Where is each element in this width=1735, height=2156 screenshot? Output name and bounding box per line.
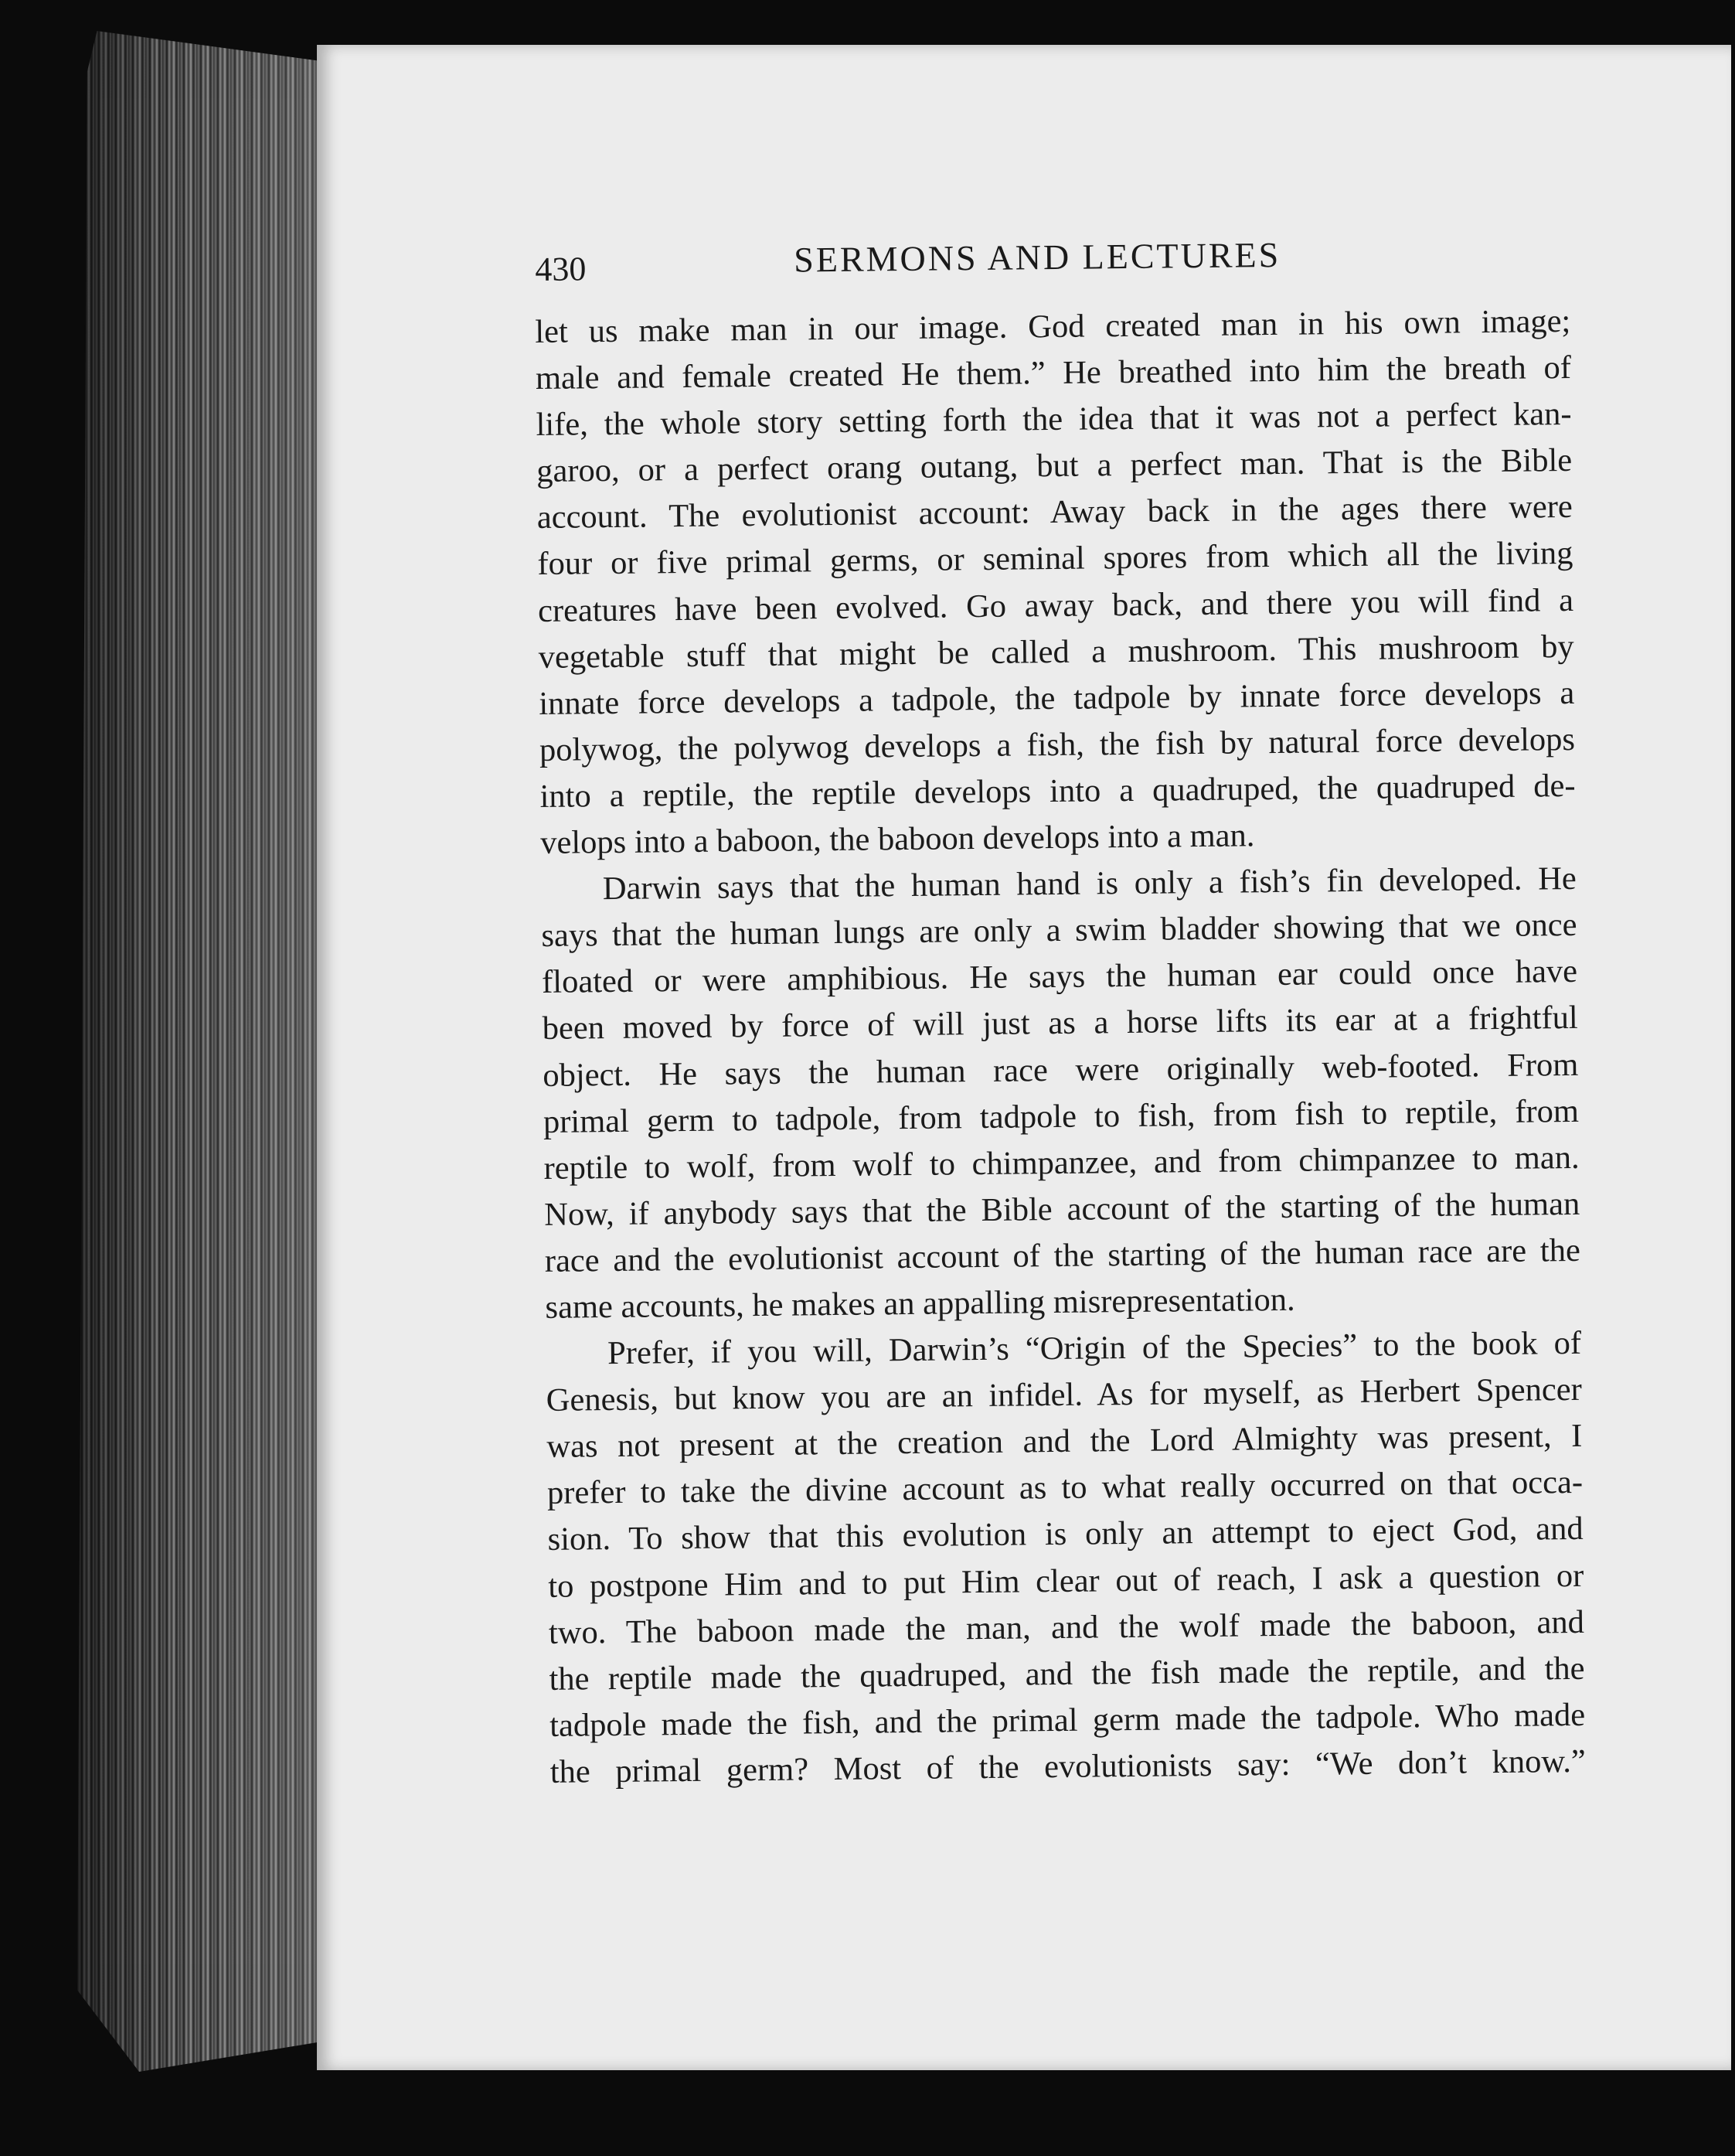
text-line: let us make man in our image. God created man in his own image; xyxy=(535,302,1571,350)
text-line: been moved by force of will just as a horse lifts its ear at a frightful xyxy=(542,1000,1578,1047)
text-line: Genesis, but know you are an infidel. As for myself, as Herbert Spencer xyxy=(546,1371,1582,1419)
text-line: Darwin says that the human hand is only a fish’s fin developed. He xyxy=(602,860,1577,908)
text-line: velops into a baboon, the baboon develops into a man. xyxy=(539,817,1255,861)
text-line: four or five primal germs, or seminal spores from which all the living xyxy=(537,535,1573,583)
text-line: the reptile made the quadruped, and the fish made the reptile, and the xyxy=(549,1650,1585,1698)
running-head xyxy=(535,234,1308,296)
text-line: into a reptile, the reptile develops into a quadruped, the quadruped de- xyxy=(539,767,1576,815)
text-line: floated or were amphibious. He says the human ear could once have xyxy=(541,953,1578,1001)
text-line: polywog, the polywog develops a fish, the fish by natural force develops xyxy=(539,720,1576,768)
text-line: innate force develops a tadpole, the tadpole by innate force develops a xyxy=(539,674,1575,722)
paragraph-2 xyxy=(541,856,1581,1331)
text-line: Prefer, if you will, Darwin’s “Origin of the Species” to the book of xyxy=(607,1324,1582,1372)
text-line: male and female created He them.” He breathed into him the breath of xyxy=(535,349,1572,397)
text-line: creatures have been evolved. Go away back, and there you will find a xyxy=(537,581,1574,629)
text-line: prefer to take the divine account as to what really occurred on that occa- xyxy=(546,1464,1584,1512)
paragraph-1 xyxy=(535,298,1576,867)
text-line: object. He says the human race were originally web-footed. From xyxy=(543,1046,1579,1094)
running-title: SERMONS AND LECTURES xyxy=(793,234,1281,280)
text-line: Now, if anybody says that the Bible account of the starting of the human xyxy=(544,1185,1580,1233)
text-line: vegetable stuff that might be called a mushroom. This mushroom by xyxy=(538,628,1574,676)
text-line: says that the human lungs are only a swim bladder showing that we once xyxy=(541,907,1577,955)
text-line: life, the whole story setting forth the idea that it was not a perfect kan- xyxy=(536,396,1572,444)
text-line: garoo, or a perfect orang outang, but a perfect man. That is the Bible xyxy=(536,442,1573,490)
paragraph-3 xyxy=(546,1320,1586,1796)
text-line: account. The evolutionist account: Away back in the ages there were xyxy=(536,489,1573,536)
text-line: same accounts, he makes an appalling misrepresentation. xyxy=(545,1281,1295,1326)
page-number: 430 xyxy=(535,250,587,288)
text-line: reptile to wolf, from wolf to chimpanzee, and from chimpanzee to man. xyxy=(543,1139,1580,1187)
text-line: two. The baboon made the man, and the wolf made the baboon, and xyxy=(548,1603,1585,1651)
text-line: primal germ to tadpole, from tadpole to fish, from fish to reptile, from xyxy=(543,1092,1580,1140)
text-line: the primal germ? Most of the evolutionists say: “We don’t know.” xyxy=(549,1742,1586,1790)
text-line: sion. To show that this evolution is only an attempt to eject God, and xyxy=(547,1511,1584,1558)
text-line: to postpone Him and to put Him clear out of reach, I ask a question or xyxy=(548,1557,1584,1605)
book-page-edges xyxy=(77,31,325,2072)
text-line: tadpole made the fish, and the primal germ made the tadpole. Who made xyxy=(549,1696,1586,1744)
body-text xyxy=(535,298,1586,1796)
text-line: race and the evolutionist account of the starting of the human race are the xyxy=(544,1231,1581,1279)
text-line: was not present at the creation and the Lord Almighty was present, I xyxy=(546,1418,1583,1466)
